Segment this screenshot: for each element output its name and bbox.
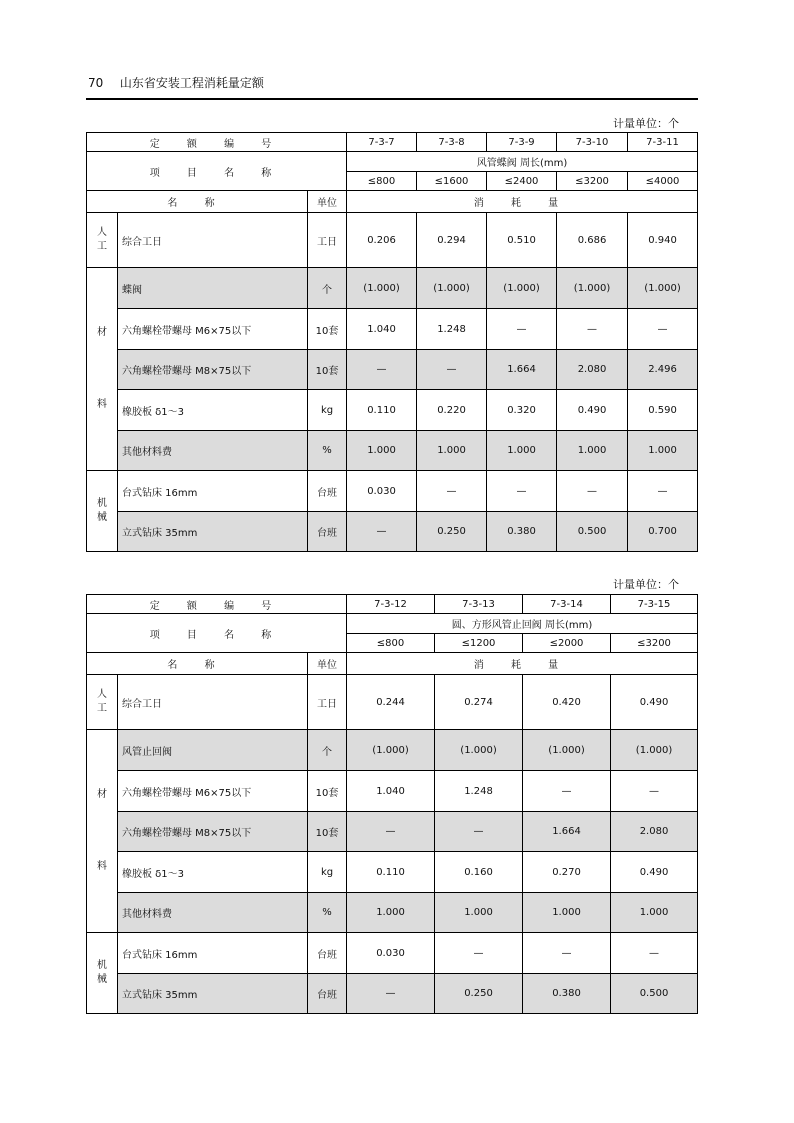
consumption-header: 消 耗 量	[347, 191, 698, 213]
resource-name: 台式钻床 16mm	[118, 933, 308, 974]
value-cell: 2.080	[557, 350, 628, 390]
quota-code: 7-3-15	[611, 595, 698, 614]
category-machine: 机械	[87, 471, 118, 552]
size-cell: ≤3200	[557, 172, 628, 191]
value-cell: —	[628, 309, 698, 350]
value-cell: 0.380	[487, 512, 557, 552]
value-cell: 1.000	[523, 893, 611, 933]
resource-name: 六角螺栓带螺母 M8×75以下	[118, 812, 308, 852]
value-cell: 0.294	[417, 213, 487, 268]
value-cell: (1.000)	[417, 268, 487, 309]
value-cell: —	[557, 309, 628, 350]
resource-name: 其他材料费	[118, 431, 308, 471]
value-cell: 1.000	[557, 431, 628, 471]
value-cell: 1.248	[435, 771, 523, 812]
page-title: 山东省安装工程消耗量定额	[119, 76, 264, 90]
value-cell: 1.664	[523, 812, 611, 852]
quota-code: 7-3-12	[347, 595, 435, 614]
quota-code: 7-3-7	[347, 133, 417, 152]
value-cell: 0.320	[487, 390, 557, 431]
resource-name: 立式钻床 35mm	[118, 974, 308, 1014]
quota-code: 7-3-11	[628, 133, 698, 152]
size-cell: ≤2000	[523, 634, 611, 653]
resource-name: 其他材料费	[118, 893, 308, 933]
value-cell: 1.248	[417, 309, 487, 350]
resource-name: 蝶阀	[118, 268, 308, 309]
quota-code: 7-3-10	[557, 133, 628, 152]
unit-column-header: 单位	[308, 653, 347, 675]
size-cell: ≤2400	[487, 172, 557, 191]
value-cell: 0.270	[523, 852, 611, 893]
value-cell: 0.420	[523, 675, 611, 730]
value-cell: (1.000)	[435, 730, 523, 771]
value-cell: 1.664	[487, 350, 557, 390]
category-material-a: 材	[97, 789, 107, 800]
category-material-b: 料	[97, 399, 107, 410]
quota-code: 7-3-13	[435, 595, 523, 614]
value-cell: 1.000	[347, 893, 435, 933]
resource-unit: 台班	[308, 512, 347, 552]
resource-name: 风管止回阀	[118, 730, 308, 771]
quota-code: 7-3-14	[523, 595, 611, 614]
resource-unit: %	[308, 431, 347, 471]
resource-unit: %	[308, 893, 347, 933]
value-cell: —	[435, 933, 523, 974]
value-cell: 0.686	[557, 213, 628, 268]
resource-unit: 工日	[308, 675, 347, 730]
resource-unit: 10套	[308, 812, 347, 852]
value-cell: 0.110	[347, 852, 435, 893]
value-cell: 0.490	[611, 852, 698, 893]
value-cell: 0.206	[347, 213, 417, 268]
resource-unit: 台班	[308, 471, 347, 512]
value-cell: 0.244	[347, 675, 435, 730]
value-cell: 0.700	[628, 512, 698, 552]
size-cell: ≤800	[347, 634, 435, 653]
value-cell: 2.496	[628, 350, 698, 390]
value-cell: 0.274	[435, 675, 523, 730]
group-title: 圆、方形风管止回阀 周长(mm)	[347, 614, 698, 634]
value-cell: 1.000	[435, 893, 523, 933]
size-cell: ≤1600	[417, 172, 487, 191]
page-header	[88, 74, 264, 91]
resource-name: 橡胶板 δ1～3	[118, 390, 308, 431]
resource-name: 六角螺栓带螺母 M6×75以下	[118, 771, 308, 812]
value-cell: 0.940	[628, 213, 698, 268]
value-cell: 1.040	[347, 771, 435, 812]
resource-unit: 个	[308, 268, 347, 309]
resource-unit: kg	[308, 390, 347, 431]
value-cell: (1.000)	[347, 268, 417, 309]
value-cell: —	[611, 933, 698, 974]
category-labor: 人工	[87, 675, 118, 730]
value-cell: 1.000	[417, 431, 487, 471]
value-cell: —	[347, 350, 417, 390]
value-cell: —	[523, 933, 611, 974]
unit-note: 计量单位：个	[613, 117, 679, 130]
item-name-label: 项 目 名 称	[87, 614, 347, 653]
value-cell: 0.500	[611, 974, 698, 1014]
value-cell: 1.000	[487, 431, 557, 471]
category-material	[87, 730, 118, 933]
value-cell: 1.000	[611, 893, 698, 933]
category-material-b: 料	[97, 861, 107, 872]
value-cell: 1.000	[628, 431, 698, 471]
quota-code: 7-3-8	[417, 133, 487, 152]
resource-unit: 台班	[308, 933, 347, 974]
value-cell: 0.030	[347, 471, 417, 512]
value-cell: 0.500	[557, 512, 628, 552]
value-cell: —	[611, 771, 698, 812]
header-rule	[86, 98, 698, 100]
resource-unit: 10套	[308, 309, 347, 350]
value-cell: 1.000	[347, 431, 417, 471]
category-material-a: 材	[97, 327, 107, 338]
unit-column-header: 单位	[308, 191, 347, 213]
value-cell: 0.220	[417, 390, 487, 431]
page-number: 70	[88, 76, 104, 90]
value-cell: —	[487, 309, 557, 350]
consumption-header: 消 耗 量	[347, 653, 698, 675]
value-cell: 0.380	[523, 974, 611, 1014]
value-cell: (1.000)	[557, 268, 628, 309]
value-cell: 0.250	[435, 974, 523, 1014]
resource-unit: 台班	[308, 974, 347, 1014]
resource-unit: 工日	[308, 213, 347, 268]
value-cell: (1.000)	[628, 268, 698, 309]
resource-unit: 个	[308, 730, 347, 771]
value-cell: 0.250	[417, 512, 487, 552]
value-cell: 0.590	[628, 390, 698, 431]
name-column-header: 名 称	[87, 653, 308, 675]
unit-note: 计量单位：个	[613, 578, 679, 591]
value-cell: —	[347, 512, 417, 552]
resource-name: 六角螺栓带螺母 M8×75以下	[118, 350, 308, 390]
value-cell: —	[417, 471, 487, 512]
resource-name: 综合工日	[118, 675, 308, 730]
value-cell: 0.030	[347, 933, 435, 974]
value-cell: 0.110	[347, 390, 417, 431]
value-cell: 0.490	[557, 390, 628, 431]
size-cell: ≤4000	[628, 172, 698, 191]
value-cell: —	[628, 471, 698, 512]
value-cell: —	[523, 771, 611, 812]
value-cell: —	[347, 812, 435, 852]
value-cell: (1.000)	[347, 730, 435, 771]
group-title: 风管蝶阀 周长(mm)	[347, 152, 698, 172]
size-cell: ≤800	[347, 172, 417, 191]
size-cell: ≤1200	[435, 634, 523, 653]
category-material	[87, 268, 118, 471]
resource-unit: 10套	[308, 350, 347, 390]
resource-name: 综合工日	[118, 213, 308, 268]
value-cell: —	[347, 974, 435, 1014]
quota-code: 7-3-9	[487, 133, 557, 152]
category-machine: 机械	[87, 933, 118, 1014]
value-cell: (1.000)	[611, 730, 698, 771]
value-cell: 1.040	[347, 309, 417, 350]
resource-unit: 10套	[308, 771, 347, 812]
resource-name: 台式钻床 16mm	[118, 471, 308, 512]
item-name-label: 项 目 名 称	[87, 152, 347, 191]
quota-table	[86, 132, 698, 552]
value-cell: —	[435, 812, 523, 852]
resource-unit: kg	[308, 852, 347, 893]
value-cell: —	[417, 350, 487, 390]
value-cell: 2.080	[611, 812, 698, 852]
category-labor: 人工	[87, 213, 118, 268]
value-cell: 0.160	[435, 852, 523, 893]
quota-number-label: 定 额 编 号	[87, 595, 347, 614]
value-cell: (1.000)	[523, 730, 611, 771]
resource-name: 六角螺栓带螺母 M6×75以下	[118, 309, 308, 350]
size-cell: ≤3200	[611, 634, 698, 653]
value-cell: (1.000)	[487, 268, 557, 309]
resource-name: 立式钻床 35mm	[118, 512, 308, 552]
resource-name: 橡胶板 δ1～3	[118, 852, 308, 893]
quota-number-label: 定 额 编 号	[87, 133, 347, 152]
quota-table	[86, 594, 698, 1014]
value-cell: 0.510	[487, 213, 557, 268]
value-cell: —	[487, 471, 557, 512]
value-cell: 0.490	[611, 675, 698, 730]
name-column-header: 名 称	[87, 191, 308, 213]
value-cell: —	[557, 471, 628, 512]
